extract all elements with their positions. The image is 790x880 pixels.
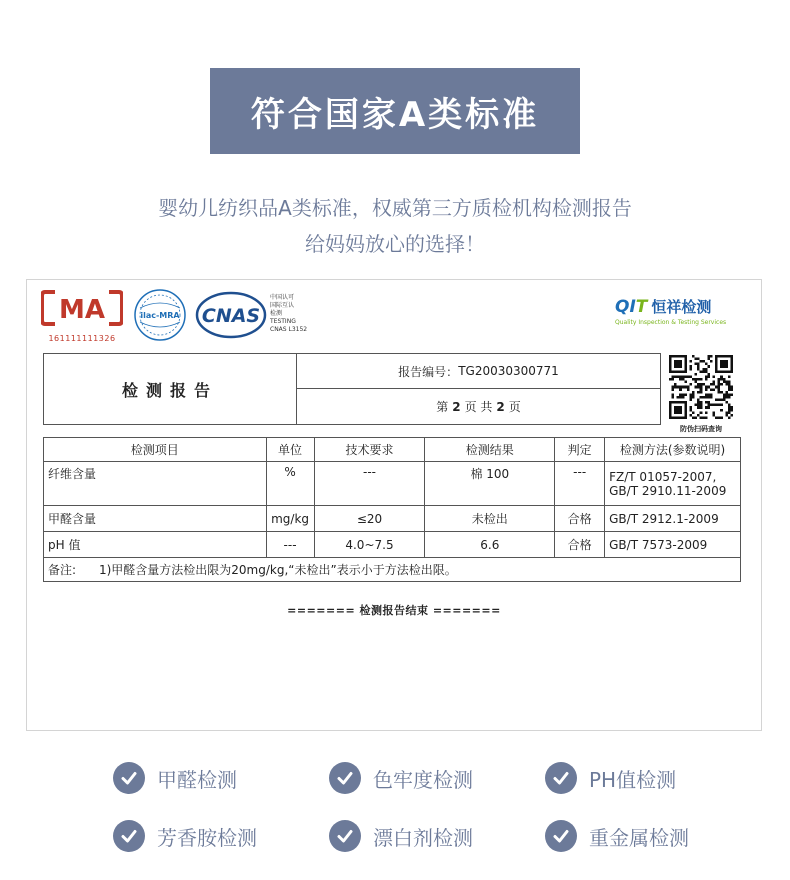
page-banner [210,68,580,154]
qit-logo-q: QI [615,297,636,317]
page-current: 2 [452,399,461,414]
banner-title: 符合国家A类标准 [250,94,540,135]
results-table [43,437,741,582]
ilac-mra-logo [131,288,189,346]
cell-result: 棉 100 [425,462,555,506]
cma-logo [41,288,123,343]
feature-label: 色牢度检测 [373,767,473,792]
check-circle-icon [113,820,145,852]
column-header: 判定 [555,438,605,462]
feature-label: 重金属检测 [589,825,689,850]
cnas-logo [195,290,267,344]
table-row [44,462,741,506]
cell-requirement: 4.0~7.5 [314,532,425,558]
cell-unit: % [266,462,314,506]
column-header: 单位 [266,438,314,462]
cnas-logo-text: CNAS [201,305,261,327]
cell-unit: mg/kg [266,506,314,532]
cell-result: 6.6 [425,532,555,558]
feature-item [329,762,473,794]
qit-logo [615,296,726,326]
report-number: TG20030300771 [458,364,559,378]
cnas-caption-line: 中国认可 [270,294,295,301]
report-number-row [297,354,660,389]
cell-judgement: 合格 [555,532,605,558]
report-header [43,353,661,425]
feature-label: PH值检测 [589,767,677,792]
note-text: 1)甲醛含量方法检出限为20mg/kg,“未检出”表示小于方法检出限。 [98,563,457,577]
cell-method: GB/T 7573-2009 [605,532,741,558]
method-line: FZ/T 01057-2007, [609,469,717,484]
note-cell [44,558,741,582]
cnas-caption-line: 国际互认 [270,302,295,309]
page-count-row [297,389,660,424]
qit-logo-t: T [635,297,648,317]
cell-requirement: --- [314,462,425,506]
cma-logo-text: MA [59,295,105,325]
subtitle-line-1: 婴幼儿纺织品A类标准，权威第三方质检机构检测报告 [158,196,632,220]
feature-label: 甲醛检测 [157,767,237,792]
qit-logo-mark [615,297,647,317]
page-prefix: 第 [436,400,449,414]
cell-item: pH 值 [44,532,267,558]
check-circle-icon [545,762,577,794]
cell-result: 未检出 [425,506,555,532]
qit-english-name: Quality Inspection & Testing Services [615,319,727,326]
qr-code[interactable] [669,355,733,419]
feature-label: 漂白剂检测 [373,825,473,850]
column-header: 技术要求 [314,438,425,462]
cell-judgement: --- [555,462,605,506]
cell-judgement: 合格 [555,506,605,532]
table-row [44,532,741,558]
table-header-row [44,438,741,462]
cnas-caption [270,294,307,334]
qr-label: 防伪扫码查询 [680,425,722,433]
check-circle-icon [113,762,145,794]
feature-item [113,762,237,794]
cell-item: 甲醛含量 [44,506,267,532]
check-circle-icon [545,820,577,852]
page-suffix: 页 [508,400,521,414]
cnas-caption-line: 检测 [270,310,283,317]
cell-requirement: ≤20 [314,506,425,532]
test-report [26,279,762,731]
cell-unit: --- [266,532,314,558]
feature-item [545,762,676,794]
feature-item [113,820,257,852]
check-circle-icon [329,820,361,852]
report-title: 检测报告 [44,354,297,424]
cell-method: GB/T 2912.1-2009 [605,506,741,532]
report-end-marker: ======= 检测报告结束 ======= [287,604,501,617]
check-circle-icon [329,762,361,794]
column-header: 检测方法(参数说明) [605,438,741,462]
column-header: 检测项目 [44,438,267,462]
feature-label: 芳香胺检测 [157,825,257,850]
ilac-logo-text: ilac-MRA [140,311,180,320]
cma-number: 161111111326 [48,334,116,343]
column-header: 检测结果 [425,438,555,462]
cnas-caption-line: TESTING [270,318,296,325]
method-line: GB/T 2910.11-2009 [609,483,727,498]
page-mid: 页 共 [464,400,493,414]
feature-item [545,820,689,852]
report-number-label: 报告编号： [398,364,459,379]
table-row [44,506,741,532]
note-row [44,558,741,582]
note-label: 备注: [48,563,77,577]
cnas-caption-line: CNAS L3152 [270,326,308,333]
page-total: 2 [496,399,505,414]
cell-method [605,462,741,506]
cell-item: 纤维含量 [44,462,267,506]
qit-chinese-name: 恒祥检测 [651,298,712,316]
subtitle-line-2: 给妈妈放心的选择！ [305,232,485,256]
feature-item [329,820,473,852]
